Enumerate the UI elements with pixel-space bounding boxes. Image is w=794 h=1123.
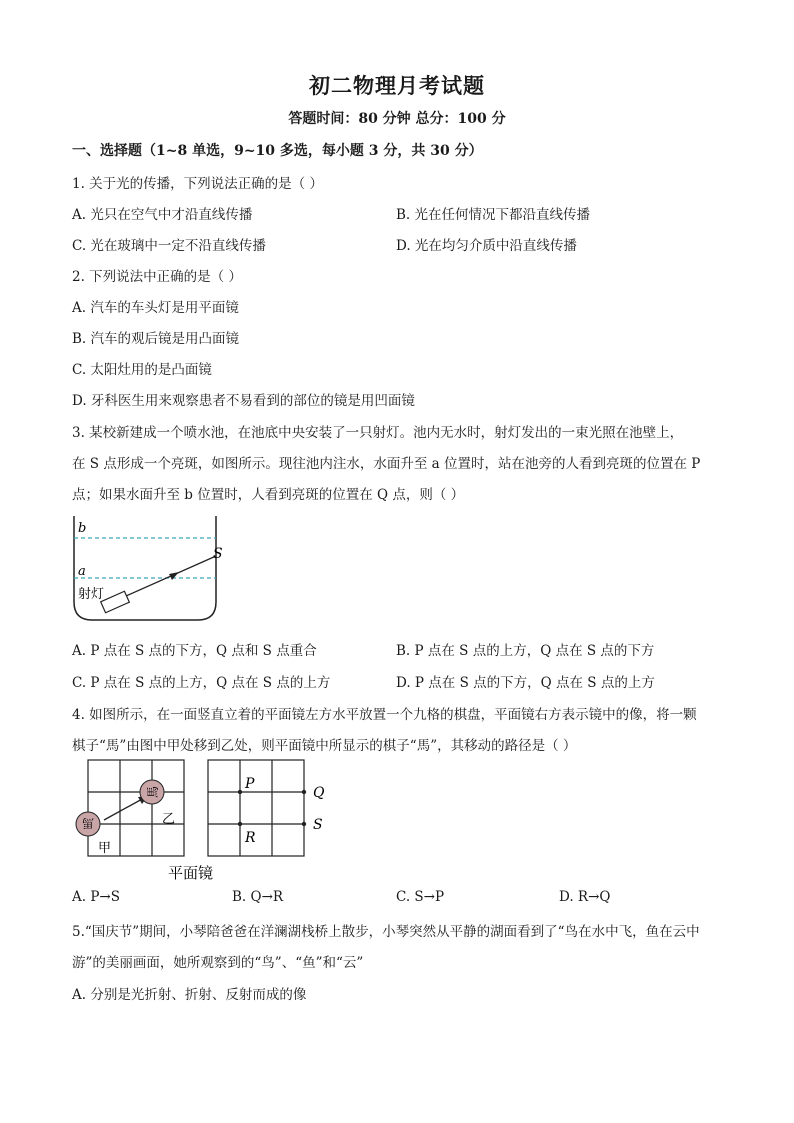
section-heading: 一、选择题（1~8 单选，9~10 多选，每小题 3 分，共 30 分） <box>72 143 483 159</box>
q2-option-a[interactable]: A. 汽车的车头灯是用平面镜 <box>72 300 239 316</box>
q1-stem: 1. 关于光的传播，下列说法正确的是（ ） <box>72 176 323 192</box>
q3-option-c[interactable]: C. P 点在 S 点的上方，Q 点在 S 点的上方 <box>72 675 331 691</box>
q3-stem-line2: 在 S 点形成一个亮斑，如图所示。现往池内注水，水面升至 a 位置时，站在池旁的人看到亮斑的位置在 P <box>72 456 701 472</box>
label-s-mirror: S <box>313 817 323 833</box>
q4-option-c[interactable]: C. S→P <box>396 889 445 905</box>
page-title: 初二物理月考试题 <box>309 73 485 98</box>
q2-stem: 2. 下列说法中正确的是（ ） <box>72 269 242 285</box>
label-p: P <box>245 776 255 792</box>
label-q: Q <box>313 785 325 801</box>
q2-option-c[interactable]: C. 太阳灶用的是凸面镜 <box>72 362 212 378</box>
ray-arrow-icon <box>169 572 179 580</box>
point-p <box>238 790 242 794</box>
q4-option-b[interactable]: B. Q→R <box>232 889 284 905</box>
pool-figure <box>68 514 228 626</box>
q2-option-b[interactable]: B. 汽车的观后镜是用凸面镜 <box>72 331 240 347</box>
exam-info: 答题时间：80 分钟 总分：100 分 <box>288 111 506 127</box>
label-yi: 乙 <box>162 812 176 827</box>
label-jia: 甲 <box>98 841 112 856</box>
label-lamp: 射灯 <box>78 587 105 602</box>
spotlight-lamp <box>101 591 130 613</box>
q3-option-d[interactable]: D. P 点在 S 点的下方，Q 点在 S 点的上方 <box>396 675 655 691</box>
piece-label-jia: 馬 <box>81 816 95 830</box>
q4-option-a[interactable]: A. P→S <box>72 889 120 905</box>
q3-option-a[interactable]: A. P 点在 S 点的下方，Q 点和 S 点重合 <box>72 643 317 659</box>
label-a: a <box>78 564 86 579</box>
q3-stem-line3: 点；如果水面升至 b 位置时，人看到亮斑的位置在 Q 点，则（ ） <box>72 487 465 503</box>
label-s: S <box>213 546 223 562</box>
q5-stem-line2: 游”的美丽画面，她所观察到的“鸟”、“鱼”和“云” <box>72 955 364 971</box>
mirror-caption: 平面镜 <box>168 864 214 882</box>
q4-stem-line2: 棋子“馬”由图中甲处移到乙处，则平面镜中所显示的棋子“馬”，其移动的路径是（ ） <box>72 738 577 754</box>
right-board <box>208 760 304 856</box>
q4-option-d[interactable]: D. R→Q <box>559 889 611 905</box>
q3-option-b[interactable]: B. P 点在 S 点的上方，Q 点在 S 点的下方 <box>396 643 655 659</box>
point-q <box>302 790 306 794</box>
q1-option-b[interactable]: B. 光在任何情况下都沿直线传播 <box>396 207 591 223</box>
label-b: b <box>78 521 87 536</box>
q5-option-a[interactable]: A. 分别是光折射、折射、反射而成的像 <box>72 987 307 1003</box>
piece-label-yi: 馬 <box>146 785 160 799</box>
q3-stem-line1: 3. 某校新建成一个喷水池，在池底中央安装了一只射灯。池内无水时，射灯发出的一束光照在池壁上， <box>72 425 684 441</box>
q1-option-a[interactable]: A. 光只在空气中才沿直线传播 <box>72 207 253 223</box>
q1-option-c[interactable]: C. 光在玻璃中一定不沿直线传播 <box>72 238 266 254</box>
q4-stem-line1: 4. 如图所示，在一面竖直立着的平面镜左方水平放置一个九格的棋盘，平面镜右方表示镜中的像，将一颗 <box>72 707 697 723</box>
point-s <box>302 822 306 826</box>
q1-option-d[interactable]: D. 光在均匀介质中沿直线传播 <box>396 238 577 254</box>
move-arrow <box>104 798 144 820</box>
label-r: R <box>245 830 256 846</box>
chessboard-figure <box>70 758 340 884</box>
q5-stem-line1: 5.“国庆节”期间，小琴陪爸爸在洋澜湖栈桥上散步，小琴突然从平静的湖面看到了“鸟在水中飞，鱼在云中 <box>72 924 700 940</box>
point-r <box>238 822 242 826</box>
q2-option-d[interactable]: D. 牙科医生用来观察患者不易看到的部位的镜是用凹面镜 <box>72 393 415 409</box>
